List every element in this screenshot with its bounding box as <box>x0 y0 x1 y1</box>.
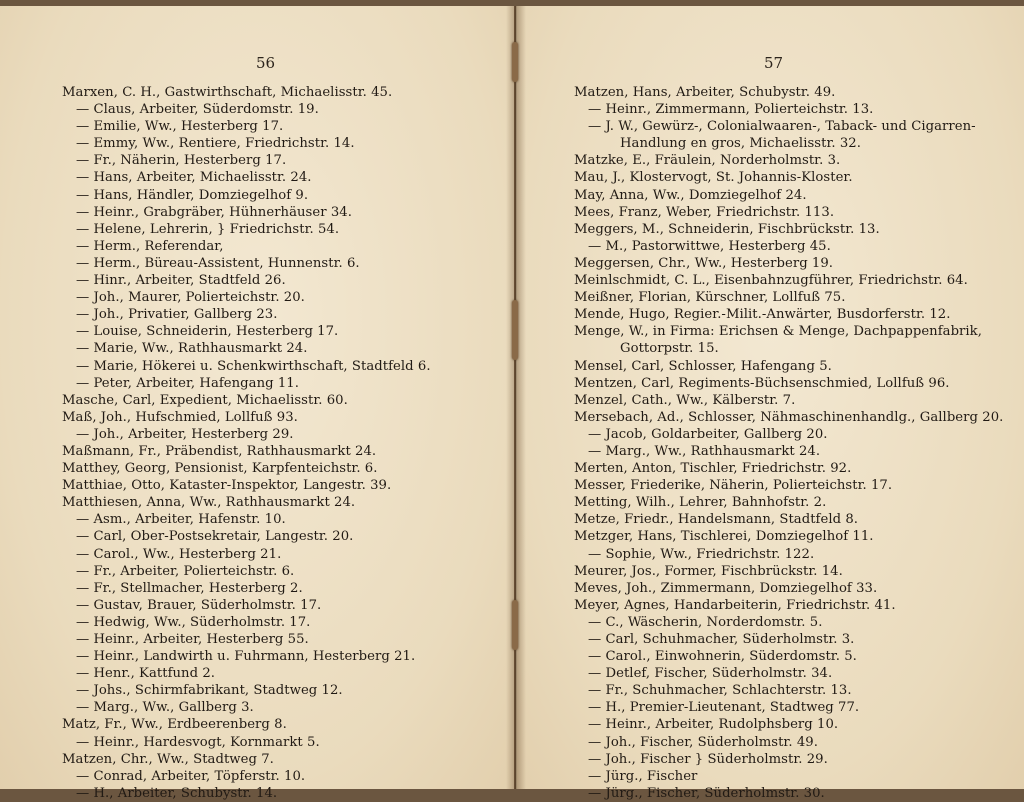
directory-entry: Mensel, Carl, Schlosser, Hafengang 5. <box>574 358 832 374</box>
directory-entry: — Carol., Ww., Hesterberg 21. <box>76 546 282 562</box>
directory-entry: — Hans, Händler, Domziegelhof 9. <box>76 187 309 203</box>
directory-entry: — Carl, Ober-Postsekretair, Langestr. 20. <box>76 529 354 545</box>
right-page <box>516 6 1024 801</box>
directory-entry: — Fr., Schuhmacher, Schlachterstr. 13. <box>588 683 852 699</box>
directory-entry: — Marg., Ww., Gallberg 3. <box>76 700 254 716</box>
directory-entry: — Fr., Arbeiter, Polierteichstr. 6. <box>76 563 295 579</box>
directory-entry: Meyer, Agnes, Handarbeiterin, Friedrichstr. 41. <box>574 597 896 613</box>
directory-entry: May, Anna, Ww., Domziegelhof 24. <box>574 187 807 203</box>
directory-entry: — C., Wäscherin, Norderdomstr. 5. <box>588 614 823 630</box>
directory-entry: — Jürg., Fischer, Süderholmstr. 30. <box>588 785 825 801</box>
directory-entry: Meurer, Jos., Former, Fischbrückstr. 14. <box>574 563 843 579</box>
directory-entry: Meinlschmidt, C. L., Eisenbahnzugführer, Friedrichstr. 64. <box>574 273 968 289</box>
directory-entry: Matzen, Chr., Ww., Stadtweg 7. <box>62 751 274 767</box>
directory-entry: — H., Arbeiter, Schubystr. 14. <box>76 785 278 801</box>
directory-entry: Menzel, Cath., Ww., Kälberstr. 7. <box>574 392 796 408</box>
directory-entry: — Carol., Einwohnerin, Süderdomstr. 5. <box>588 649 857 665</box>
directory-entry: Matthiesen, Anna, Ww., Rathhausmarkt 24. <box>62 495 356 511</box>
directory-entry: Mersebach, Ad., Schlosser, Nähmaschinenhandlg., Gallberg 20. <box>574 409 1004 425</box>
directory-entry: — Fr., Stellmacher, Hesterberg 2. <box>76 580 303 596</box>
binding-stitch <box>512 300 518 360</box>
directory-entry: — Fr., Näherin, Hesterberg 17. <box>76 153 287 169</box>
page-number: 56 <box>256 54 276 72</box>
directory-entry: — M., Pastorwittwe, Hesterberg 45. <box>588 238 831 254</box>
directory-entry: Metzger, Hans, Tischlerei, Domziegelhof 11. <box>574 529 874 545</box>
directory-entry: Matz, Fr., Ww., Erdbeerenberg 8. <box>62 717 287 733</box>
directory-entry: Matzke, E., Fräulein, Norderholmstr. 3. <box>574 153 841 169</box>
directory-entry: — Joh., Arbeiter, Hesterberg 29. <box>76 426 294 442</box>
directory-entry: — H., Premier-Lieutenant, Stadtweg 77. <box>588 700 860 716</box>
directory-entry: Metting, Wilh., Lehrer, Bahnhofstr. 2. <box>574 495 827 511</box>
directory-entry: — Peter, Arbeiter, Hafengang 11. <box>76 375 299 391</box>
directory-entry: — Joh., Fischer } Süderholmstr. 29. <box>588 751 828 767</box>
directory-entry: Handlung en gros, Michaelisstr. 32. <box>620 136 861 152</box>
directory-entry: — Jacob, Goldarbeiter, Gallberg 20. <box>588 426 828 442</box>
book-gutter <box>506 6 526 789</box>
directory-entry: Meves, Joh., Zimmermann, Domziegelhof 33. <box>574 580 878 596</box>
binding-stitch <box>512 42 518 82</box>
directory-entry: — Sophie, Ww., Friedrichstr. 122. <box>588 546 815 562</box>
directory-entry: Gottorpstr. 15. <box>620 341 719 357</box>
directory-entry: Masche, Carl, Expedient, Michaelisstr. 60. <box>62 392 348 408</box>
directory-entry: Meggersen, Chr., Ww., Hesterberg 19. <box>574 255 834 271</box>
directory-entry: Matzen, Hans, Arbeiter, Schubystr. 49. <box>574 85 836 100</box>
directory-entries <box>574 84 1014 802</box>
directory-entry: — Helene, Lehrerin, } Friedrichstr. 54. <box>76 221 340 237</box>
directory-entry: — Herm., Referendar, <box>76 238 224 254</box>
directory-entry: Metze, Friedr., Handelsmann, Stadtfeld 8. <box>574 512 859 528</box>
directory-entry: — Gustav, Brauer, Süderholmstr. 17. <box>76 597 322 613</box>
directory-entry: — Henr., Kattfund 2. <box>76 666 216 682</box>
directory-entry: Menge, W., in Firma: Erichsen & Menge, Dachpappenfabrik, <box>574 324 982 340</box>
directory-entry: Maß, Joh., Hufschmied, Lollfuß 93. <box>62 409 298 425</box>
directory-entry: — Marg., Ww., Rathhausmarkt 24. <box>588 443 821 459</box>
directory-entry: Mende, Hugo, Regier.-Milit.-Anwärter, Busdorferstr. 12. <box>574 307 951 323</box>
directory-entry: — Hans, Arbeiter, Michaelisstr. 24. <box>76 170 312 186</box>
directory-entry: Meggers, M., Schneiderin, Fischbrückstr. 13. <box>574 221 880 237</box>
directory-entry: Matthey, Georg, Pensionist, Karpfenteichstr. 6. <box>62 461 378 477</box>
directory-entry: — Louise, Schneiderin, Hesterberg 17. <box>76 324 339 340</box>
directory-entry: Merten, Anton, Tischler, Friedrichstr. 92. <box>574 461 852 477</box>
directory-entry: Messer, Friederike, Näherin, Polierteichstr. 17. <box>574 478 893 494</box>
directory-entry: Marxen, C. H., Gastwirthschaft, Michaelisstr. 45. <box>62 85 393 100</box>
directory-entry: Mees, Franz, Weber, Friedrichstr. 113. <box>574 204 835 220</box>
directory-entry: — Johs., Schirmfabrikant, Stadtweg 12. <box>76 683 343 699</box>
directory-entry: — Claus, Arbeiter, Süderdomstr. 19. <box>76 102 319 118</box>
directory-entry: — Marie, Hökerei u. Schenkwirthschaft, Stadtfeld 6. <box>76 358 431 374</box>
directory-entry: — Joh., Privatier, Gallberg 23. <box>76 307 278 323</box>
directory-entry: — J. W., Gewürz-, Colonialwaaren-, Taback- und Cigarren- <box>588 119 976 135</box>
directory-entry: — Asm., Arbeiter, Hafenstr. 10. <box>76 512 286 528</box>
directory-entry: — Conrad, Arbeiter, Töpferstr. 10. <box>76 768 306 784</box>
directory-entry: — Emmy, Ww., Rentiere, Friedrichstr. 14. <box>76 136 355 152</box>
directory-entry: Mentzen, Carl, Regiments-Büchsenschmied, Lollfuß 96. <box>574 375 950 391</box>
directory-entry: Matthiae, Otto, Kataster-Inspektor, Langestr. 39. <box>62 478 392 494</box>
directory-entry: — Heinr., Zimmermann, Polierteichstr. 13. <box>588 102 874 118</box>
directory-entry: Mau, J., Klostervogt, St. Johannis-Kloster. <box>574 170 853 186</box>
directory-entry: Meißner, Florian, Kürschner, Lollfuß 75. <box>574 290 846 306</box>
directory-entry: — Detlef, Fischer, Süderholmstr. 34. <box>588 666 833 682</box>
directory-entry: — Joh., Maurer, Polierteichstr. 20. <box>76 290 305 306</box>
binding-stitch <box>512 600 518 650</box>
directory-entry: — Heinr., Grabgräber, Hühnerhäuser 34. <box>76 204 352 220</box>
directory-entry: — Heinr., Arbeiter, Hesterberg 55. <box>76 632 309 647</box>
directory-entry: — Heinr., Landwirth u. Fuhrmann, Hesterberg 21. <box>76 649 416 665</box>
directory-entry: — Emilie, Ww., Hesterberg 17. <box>76 119 284 135</box>
directory-entry: — Heinr., Hardesvogt, Kornmarkt 5. <box>76 734 320 750</box>
directory-entry: — Hedwig, Ww., Süderholmstr. 17. <box>76 614 311 630</box>
directory-entry: — Marie, Ww., Rathhausmarkt 24. <box>76 341 308 357</box>
left-page <box>0 6 514 801</box>
directory-entry: — Herm., Büreau-Assistent, Hunnenstr. 6. <box>76 255 360 271</box>
page-number: 57 <box>764 54 784 72</box>
directory-entry: — Carl, Schuhmacher, Süderholmstr. 3. <box>588 632 855 647</box>
directory-entry: — Heinr., Arbeiter, Rudolphsberg 10. <box>588 717 839 733</box>
directory-entries <box>62 84 502 802</box>
directory-entry: — Joh., Fischer, Süderholmstr. 49. <box>588 734 818 750</box>
directory-entry: — Jürg., Fischer <box>588 768 698 784</box>
directory-entry: Maßmann, Fr., Präbendist, Rathhausmarkt 24. <box>62 443 377 459</box>
directory-entry: — Hinr., Arbeiter, Stadtfeld 26. <box>76 273 286 289</box>
